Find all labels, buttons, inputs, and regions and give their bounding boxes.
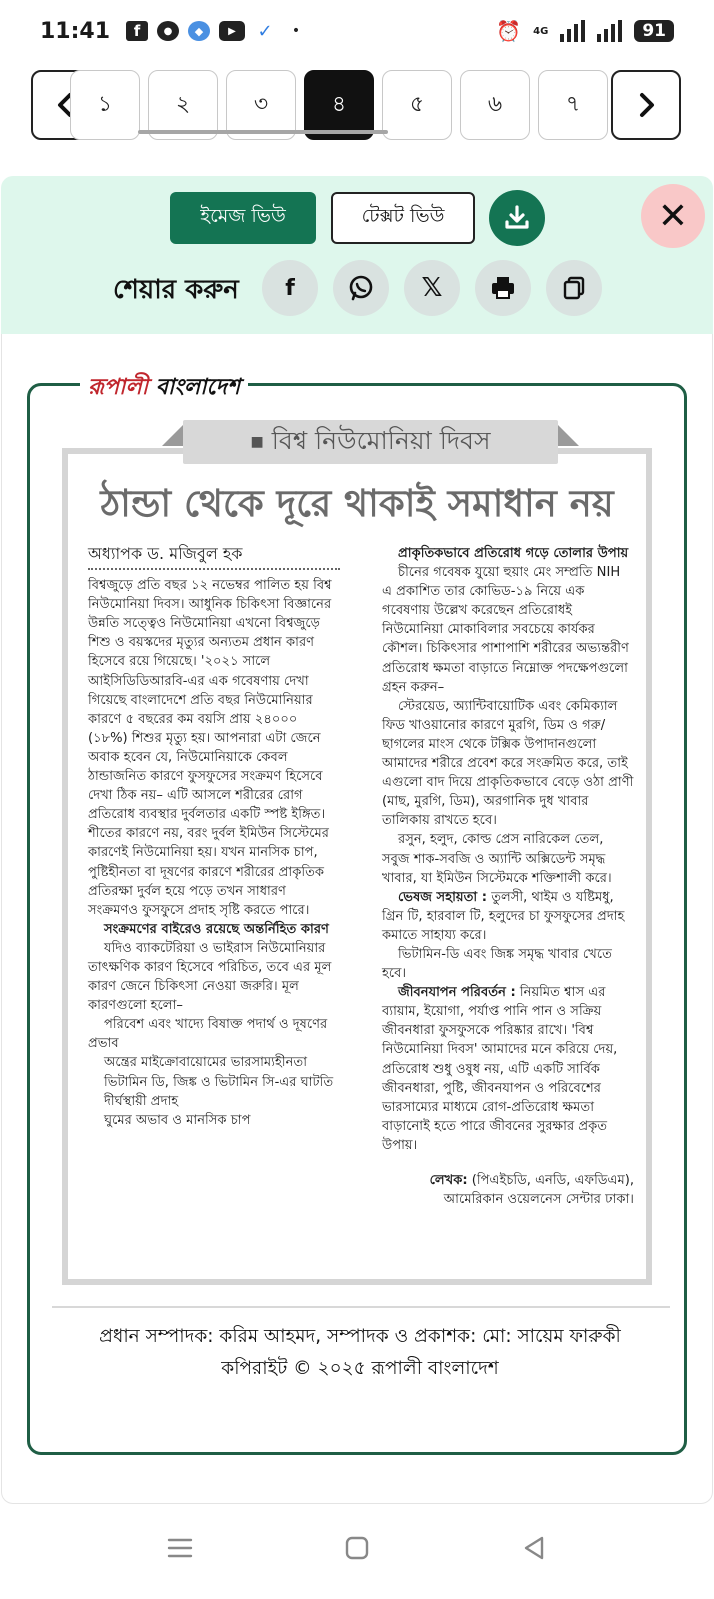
- article-subheading: প্রাকৃতিকভাবে প্রতিরোধ গড়ে তোলার উপায়: [398, 546, 629, 561]
- share-x-button[interactable]: [404, 260, 460, 316]
- image-view-button[interactable]: ইমেজ ভিউ: [170, 192, 316, 244]
- page-button-6[interactable]: ৬: [460, 70, 530, 140]
- article-paragraph: ভিটামিন-ডি এবং জিঙ্ক সমৃদ্ধ খাবার খেতে হবে।: [382, 946, 612, 982]
- printer-icon: [489, 274, 517, 302]
- share-whatsapp-button[interactable]: [333, 260, 389, 316]
- page-button-7[interactable]: ৭: [538, 70, 608, 140]
- signal-icon: [560, 20, 585, 42]
- youtube-notification-icon: ▶: [219, 21, 245, 41]
- tag-corner-right: [557, 424, 579, 446]
- article-paragraph: ভিটামিন ডি, জিঙ্ক ও ভিটামিন সি-এর ঘাটতি: [104, 1074, 334, 1090]
- article-author: অধ্যাপক ড. মজিবুল হক: [88, 544, 340, 570]
- article-paragraph: অন্ত্রের মাইক্রোবায়োমের ভারসাম্যহীনতা: [104, 1055, 308, 1071]
- recent-apps-button[interactable]: [160, 1528, 200, 1568]
- newspaper-logo: রূপালী বাংলাদেশ: [80, 370, 248, 407]
- card-footer: [50, 1321, 670, 1385]
- back-button[interactable]: [514, 1528, 554, 1568]
- news-card: [27, 374, 687, 1455]
- whatsapp-icon: [346, 273, 376, 303]
- notification-icons: [126, 21, 307, 41]
- tag-corner-left: [162, 424, 184, 446]
- page-list-scrollbar[interactable]: [138, 130, 388, 134]
- page-button-3[interactable]: ৩: [226, 70, 296, 140]
- download-icon: [502, 203, 532, 233]
- article-column-right: [382, 544, 634, 1209]
- copy-button[interactable]: [546, 260, 602, 316]
- back-triangle-icon: [521, 1535, 547, 1561]
- article-paragraph: চীনের গবেষক যুয়ো হুয়াং মেং সম্প্রতি NIH এ প্রকাশিত তার কোভিড-১৯ নিয়ে এক গবেষণায় উল্লেখ করেছেন প্রতিরোধই নিউমোনিয়া মোকাবিলার সবচেয়ে কার্যকর কৌশল। চিকিৎসার পাশাপাশি শরীরের অভ্যন্তরীণ প্রতিরোধ ক্ষমতা বাড়াতে নিম্নোক্ত পদক্ষেপগুলো গ্রহন করুন–: [382, 565, 629, 695]
- x-twitter-icon: 𝕏: [421, 273, 443, 303]
- menu-lines-icon: [167, 1536, 193, 1560]
- article-paragraph: দীর্ঘস্থায়ী প্রদাহ: [104, 1093, 179, 1109]
- home-square-icon: [344, 1535, 370, 1561]
- footer-divider: [52, 1306, 670, 1308]
- article-paragraph: পরিবেশ এবং খাদ্যে বিষাক্ত পদার্থ ও দূষণের প্রভাব: [88, 1017, 328, 1052]
- facebook-icon: f: [285, 275, 295, 301]
- copyright-text: কপিরাইট © ২০২৫ রূপালী বাংলাদেশ: [221, 1358, 499, 1379]
- status-bar: [0, 0, 714, 62]
- share-label: শেয়ার করুন: [113, 275, 239, 305]
- home-button[interactable]: [337, 1528, 377, 1568]
- check-notification-icon: ✓: [257, 20, 273, 42]
- article-paragraph: বিশ্বজুড়ে প্রতি বছর ১২ নভেম্বর পালিত হয় বিশ্ব নিউমোনিয়া দিবস। আধুনিক চিকিৎসা বিজ্ঞানের উন্নতি সত্ত্বেও নিউমোনিয়া এখনো বিশ্বজুড়ে শিশু ও বয়স্কদের মৃত্যুর অন্যতম প্রধান কারণ হিসেবে রয়ে গিয়েছে। '২০২১ সালে আইসিডিডিআরবি-এর এক গবেষণায় দেখা গিয়েছে বাংলাদেশে প্রতি বছর নিউমোনিয়ার কারণে ৫ বছরের কম বয়সি প্রায় ২৪০০০ (১৮%) শিশুর মৃত্যু হয়। আপনারা এটা জেনে অবাক হবেন যে, নিউমোনিয়াকে কেবল ঠান্ডাজনিত কারণে ফুসফুসের সংক্রমণ হিসেবে দেখা ঠিক নয়– এটি আসলে শরীরের রোগ প্রতিরোধ ব্যবস্থার দুর্বলতার একটি স্পষ্ট ইঙ্গিত। শীতের কারণে নয়, বরং দুর্বল ইমিউন সিস্টেমের কারণেই নিউমোনিয়া হয়। যখন মানসিক চাপ, পুষ্টিহীনতা বা দূষণের কারণে শরীরের প্রাকৃতিক প্রতিরক্ষা দুর্বল হয়ে পড়ে তখন সাধারণ সংক্রমণও ফুসফুসে প্রদাহ সৃষ্টি করতে পারে।: [88, 578, 332, 918]
- next-page-button[interactable]: [611, 70, 681, 140]
- network-type: 4G: [533, 25, 549, 37]
- author-credit: লেখক: (পিএইচডি, এনডি, এফডিএম), আমেরিকান ওয়েলনেস সেন্টার ঢাকা।: [429, 1173, 634, 1208]
- share-facebook-button[interactable]: [262, 260, 318, 316]
- article-paragraph: রসুন, হলুদ, কোল্ড প্রেস নারিকেল তেল, সবুজ শাক-সবজি ও অ্যান্টি অক্সিডেন্ট সমৃদ্ধ খাবার, যা ইমিউন সিস্টেমকে শক্তিশালী করে।: [382, 832, 612, 886]
- messenger-notification-icon: ●: [157, 21, 179, 41]
- article-paragraph: স্টেরয়েড, অ্যান্টিবায়োটিক এবং কেমিক্যাল ফিড খাওয়ানোর কারণে মুরগি, ডিম ও গরু/ছাগলের মাংস থেকে টক্সিক উপাদানগুলো আমাদের শরীরে প্রবেশ করে সংক্রমিত করে, তাই এগুলো বাদ দিয়ে প্রাকৃতিকভাবে বেড়ে ওঠা প্রাণী (মাছ, মুরগি, ডিম), অরগানিক দুধ খাবার তালিকায় রাখতে হবে।: [382, 698, 634, 829]
- article-paragraph: ভেষজ সহায়তা : তুলসী, থাইম ও যষ্টিমধু, গ্রিন টি, হারবাল টি, হলুদের চা ফুসফুসের প্রদাহ কমাতে সাহায্য করে।: [382, 889, 625, 943]
- download-button[interactable]: [489, 190, 545, 246]
- app-notification-icon: ◆: [188, 21, 210, 41]
- system-nav-bar: [0, 1510, 714, 1599]
- print-button[interactable]: [475, 260, 531, 316]
- viewer-toolbar: [1, 176, 713, 334]
- signal-icon-2: [597, 20, 622, 42]
- article-headline: ঠান্ডা থেকে দূরে থাকাই সমাধান নয়: [100, 482, 614, 525]
- page-button-2[interactable]: ২: [148, 70, 218, 140]
- page-button-5[interactable]: ৫: [382, 70, 452, 140]
- alarm-icon: ⏰: [496, 19, 522, 43]
- status-time: 11:41: [40, 18, 111, 44]
- editor-credit: প্রধান সম্পাদক: করিম আহমদ, সম্পাদক ও প্রকাশক: মো: সায়েম ফারুকী: [99, 1326, 621, 1347]
- more-dot-icon: •: [291, 23, 301, 39]
- article-paragraph: জীবনযাপন পরিবর্তন : নিয়মিত শ্বাস এর ব্যায়াম, ইয়োগা, পর্যাপ্ত পানি পান ও সক্রিয় জীবনধারা ফুসফুসকে পরিষ্কার রাখে। 'বিশ্ব নিউমোনিয়া দিবস' আমাদের মনে করিয়ে দেয়, প্রতিরোধ শুধু ওষুধ নয়, এটি একটি সার্বিক জীবনধারা, পুষ্টি, জীবনযাপন ও পরিবেশের ভারসাম্যের মাধ্যমে রোগ-প্রতিরোধ ক্ষমতা বাড়ানোই হতে পারে জীবনের সুরক্ষার প্রকৃত উপায়।: [382, 985, 618, 1153]
- article-subheading: সংক্রমণের বাইরেও রয়েছে অন্তর্নিহিত কারণ: [104, 921, 329, 937]
- page-button-1[interactable]: ১: [70, 70, 140, 140]
- page-button-4[interactable]: ৪: [304, 70, 374, 140]
- article-column-left: [88, 544, 340, 1130]
- page-navigator: [0, 68, 714, 146]
- news-clipping: [62, 425, 652, 1285]
- article-paragraph: ঘুমের অভাব ও মানসিক চাপ: [104, 1112, 251, 1128]
- chevron-right-icon: [631, 90, 661, 120]
- section-tag: ■ বিশ্ব নিউমোনিয়া দিবস: [183, 420, 558, 464]
- battery-level: 91: [634, 20, 674, 42]
- facebook-notification-icon: f: [126, 21, 148, 41]
- close-button[interactable]: [641, 184, 705, 248]
- copy-icon: [560, 274, 588, 302]
- close-icon: ✕: [657, 195, 689, 237]
- text-view-button[interactable]: টেক্সট ভিউ: [331, 192, 475, 244]
- article-paragraph: যদিও ব্যাকটেরিয়া ও ভাইরাস নিউমোনিয়ার তাৎক্ষণিক কারণ হিসেবে পরিচিত, তবে এর মূল কারণ জেনে চিকিৎসা নেওয়া জরুরি। মূল কারণগুলো হলো–: [88, 940, 332, 1014]
